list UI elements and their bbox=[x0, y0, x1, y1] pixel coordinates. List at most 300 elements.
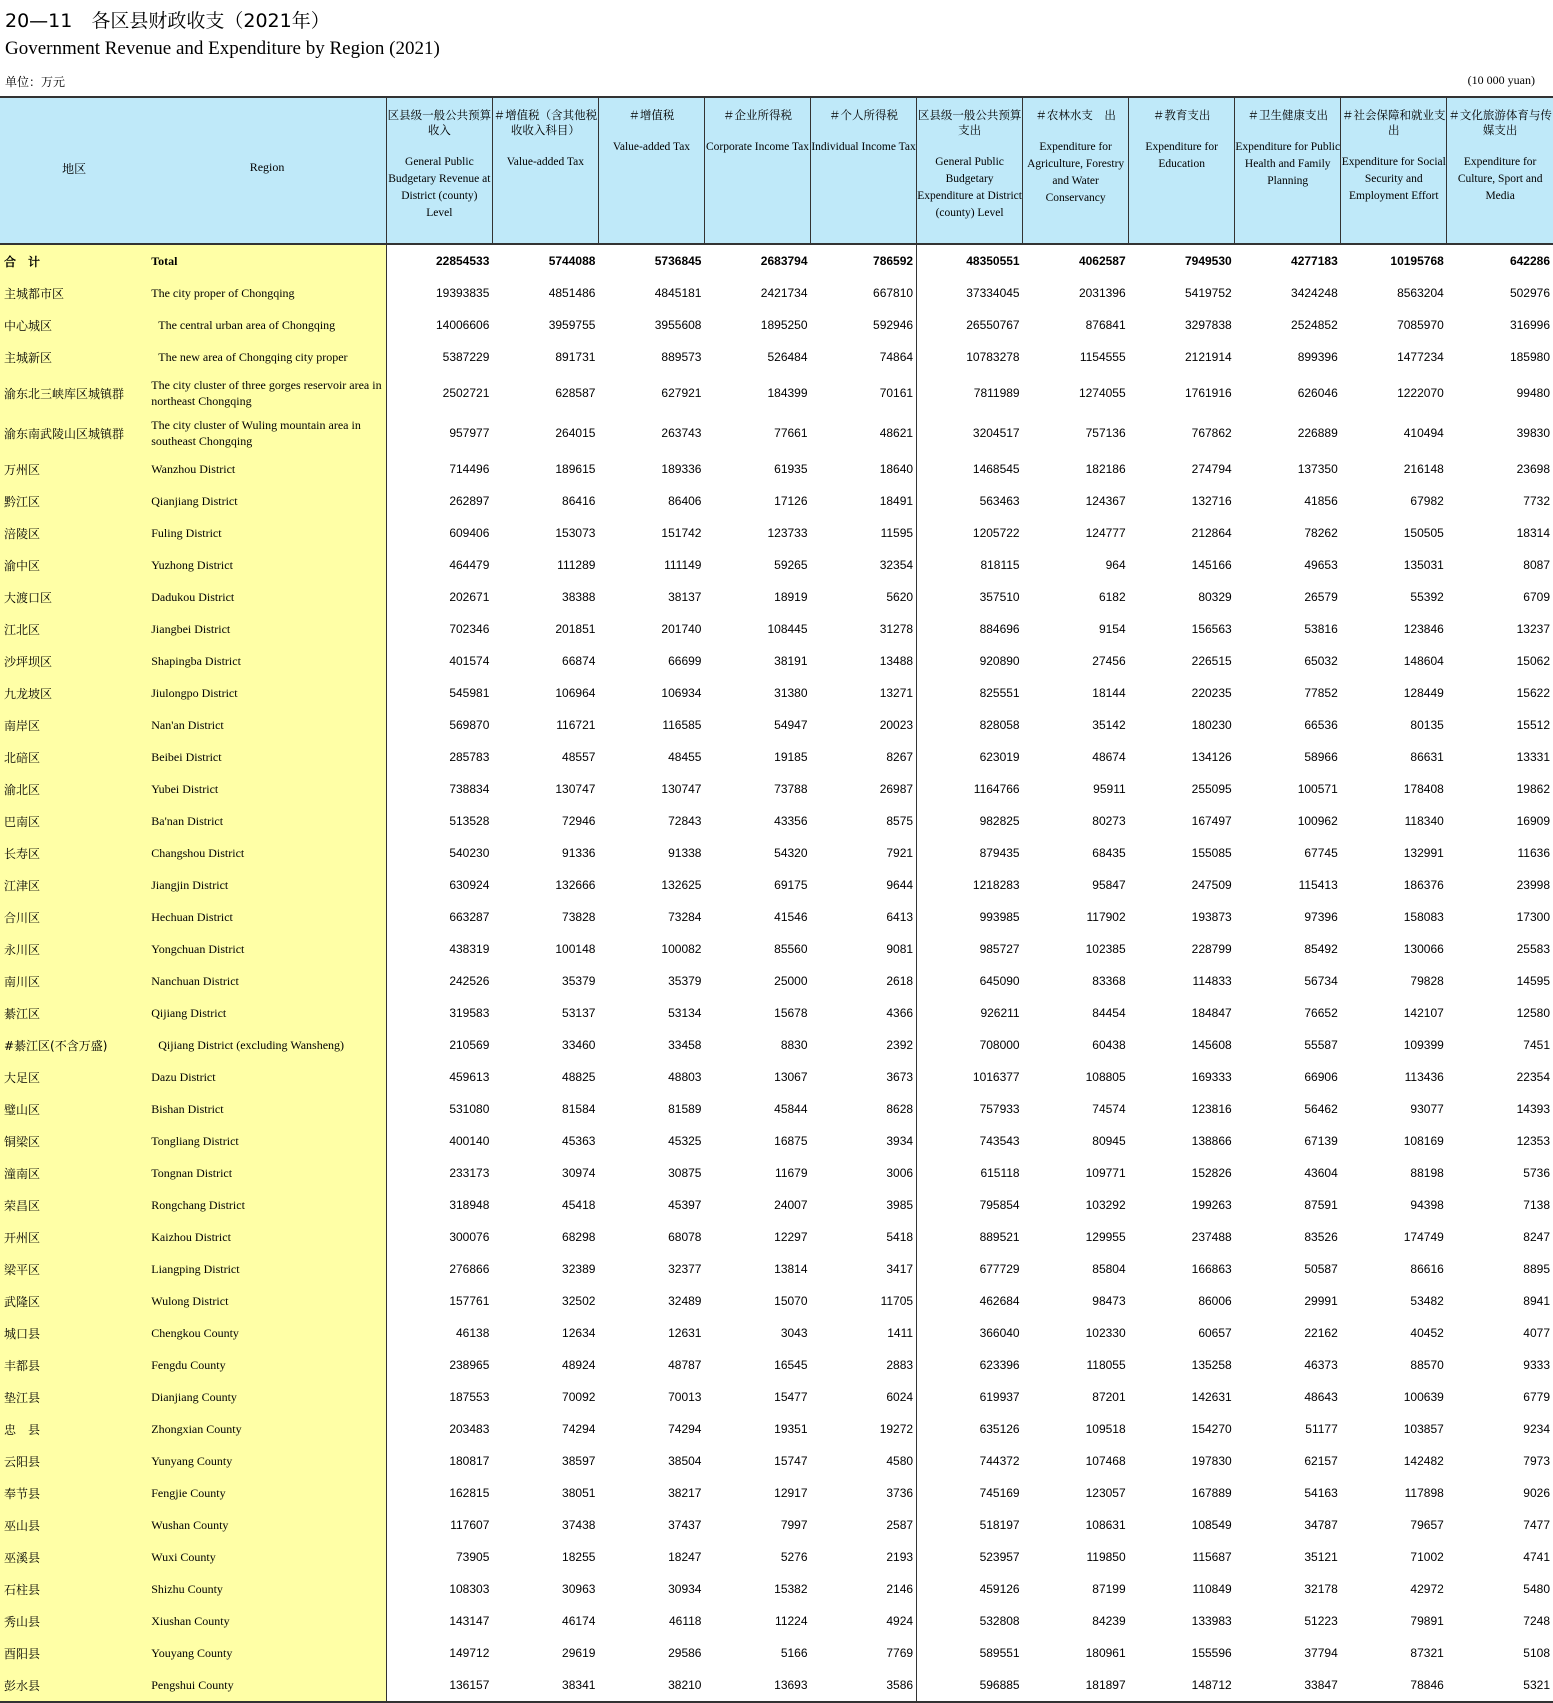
cell-value: 91336 bbox=[562, 846, 596, 860]
cell-value: 210569 bbox=[449, 1038, 490, 1052]
cell-value: 142107 bbox=[1403, 1006, 1444, 1020]
cell-value: 899396 bbox=[1297, 350, 1338, 364]
cell-value: 25000 bbox=[774, 974, 808, 988]
cell-value: 66906 bbox=[1304, 1070, 1338, 1084]
cell-value: 5736845 bbox=[654, 254, 702, 268]
table-row bbox=[0, 1637, 1553, 1669]
cell-value: 767862 bbox=[1191, 426, 1232, 440]
cell-value: 642286 bbox=[1509, 254, 1550, 268]
cell-value: 106934 bbox=[661, 686, 702, 700]
cell-value: 20023 bbox=[811, 709, 917, 741]
table-header-row bbox=[0, 97, 1553, 244]
cell-value: 540230 bbox=[449, 846, 490, 860]
cell-value: 66874 bbox=[562, 654, 596, 668]
region-name-en: Zhongxian County bbox=[148, 1413, 386, 1445]
cell-value: 29619 bbox=[562, 1646, 596, 1660]
cell-value: 38137 bbox=[668, 590, 702, 604]
cell-value: 149712 bbox=[449, 1646, 490, 1660]
cell-value: 48557 bbox=[562, 750, 596, 764]
region-name-en: Xiushan County bbox=[148, 1605, 386, 1637]
cell-value: 609406 bbox=[449, 526, 490, 540]
cell-value: 30963 bbox=[562, 1582, 596, 1596]
cell-value: 151742 bbox=[661, 526, 702, 540]
region-name-cn: 城口县 bbox=[0, 1317, 148, 1349]
cell-value: 95911 bbox=[1093, 782, 1126, 796]
cell-value: 5480 bbox=[1523, 1582, 1550, 1596]
cell-value: 9081 bbox=[811, 933, 917, 965]
cell-value: 13488 bbox=[811, 645, 917, 677]
cell-value: 116721 bbox=[556, 718, 596, 732]
cell-value: 17300 bbox=[1516, 910, 1550, 924]
cell-value: 54163 bbox=[1304, 1486, 1338, 1500]
cell-value: 993985 bbox=[979, 910, 1020, 924]
table-row bbox=[0, 1189, 1553, 1221]
table-row bbox=[0, 1157, 1553, 1189]
region-name-en: Pengshui County bbox=[148, 1669, 386, 1702]
cell-value: 41546 bbox=[774, 910, 808, 924]
table-row bbox=[0, 741, 1553, 773]
cell-value: 189615 bbox=[555, 462, 596, 476]
cell-value: 108631 bbox=[1085, 1518, 1126, 1532]
cell-value: 15477 bbox=[774, 1390, 808, 1404]
table-row bbox=[0, 1029, 1553, 1061]
cell-value: 38217 bbox=[668, 1486, 702, 1500]
cell-value: 48643 bbox=[1304, 1390, 1338, 1404]
cell-value: 87201 bbox=[1092, 1390, 1126, 1404]
cell-value: 35379 bbox=[562, 974, 596, 988]
cell-value: 828058 bbox=[979, 718, 1020, 732]
header-col-culture: ＃文化旅游体育与传媒支出 Expenditure for Culture, Sport and Media bbox=[1447, 97, 1553, 244]
cell-value: 50587 bbox=[1304, 1262, 1338, 1276]
cell-value: 10195768 bbox=[1390, 254, 1444, 268]
cell-value: 109399 bbox=[1403, 1038, 1444, 1052]
cell-value: 5419752 bbox=[1184, 286, 1232, 300]
cell-value: 3934 bbox=[811, 1125, 917, 1157]
cell-value: 263743 bbox=[661, 426, 702, 440]
region-name-cn: 永川区 bbox=[0, 933, 148, 965]
cell-value: 132666 bbox=[555, 878, 596, 892]
cell-value: 523957 bbox=[979, 1550, 1020, 1564]
page-title-cn: 20—11 各区县财政收支（2021年） bbox=[5, 10, 330, 32]
cell-value: 100148 bbox=[555, 942, 596, 956]
cell-value: 5736 bbox=[1523, 1166, 1550, 1180]
cell-value: 15070 bbox=[774, 1294, 808, 1308]
cell-value: 106964 bbox=[555, 686, 596, 700]
cell-value: 30974 bbox=[562, 1166, 596, 1180]
cell-value: 74294 bbox=[668, 1422, 702, 1436]
cell-value: 262897 bbox=[449, 494, 490, 508]
region-name-cn: 荣昌区 bbox=[0, 1189, 148, 1221]
table-row bbox=[0, 997, 1553, 1029]
cell-value: 94398 bbox=[1410, 1198, 1444, 1212]
region-name-cn: 綦江区 bbox=[0, 997, 148, 1029]
cell-value: 158083 bbox=[1403, 910, 1444, 924]
region-name-en: Yubei District bbox=[148, 773, 386, 805]
cell-value: 138866 bbox=[1191, 1134, 1232, 1148]
cell-value: 33460 bbox=[562, 1038, 596, 1052]
region-name-cn: 大足区 bbox=[0, 1061, 148, 1093]
cell-value: 6779 bbox=[1523, 1390, 1550, 1404]
cell-value: 87321 bbox=[1410, 1646, 1444, 1660]
cell-value: 3985 bbox=[811, 1189, 917, 1221]
cell-value: 274794 bbox=[1191, 462, 1232, 476]
cell-value: 81584 bbox=[562, 1102, 596, 1116]
cell-value: 11636 bbox=[1517, 846, 1550, 860]
cell-value: 1761916 bbox=[1184, 386, 1232, 400]
table-row bbox=[0, 1509, 1553, 1541]
region-name-en: Hechuan District bbox=[148, 901, 386, 933]
header-col-vat: ＃增值税 Value-added Tax bbox=[598, 97, 704, 244]
cell-value: 74574 bbox=[1092, 1102, 1126, 1116]
cell-value: 187553 bbox=[449, 1390, 490, 1404]
cell-value: 53137 bbox=[562, 1006, 596, 1020]
cell-value: 54947 bbox=[774, 718, 808, 732]
cell-value: 22354 bbox=[1516, 1070, 1550, 1084]
cell-value: 16875 bbox=[774, 1134, 808, 1148]
region-name-cn: 涪陵区 bbox=[0, 517, 148, 549]
cell-value: 132991 bbox=[1403, 846, 1444, 860]
table-body bbox=[0, 244, 1553, 1702]
cell-value: 5108 bbox=[1523, 1646, 1550, 1660]
cell-value: 167889 bbox=[1191, 1486, 1232, 1500]
cell-value: 41856 bbox=[1304, 494, 1338, 508]
cell-value: 135258 bbox=[1191, 1358, 1232, 1372]
table-row bbox=[0, 1573, 1553, 1605]
cell-value: 226515 bbox=[1191, 654, 1232, 668]
header-col-agriculture: ＃农林水支 出 Expenditure for Agriculture, Forestry and Water Conservancy bbox=[1023, 97, 1129, 244]
region-name-cn: 铜梁区 bbox=[0, 1125, 148, 1157]
cell-value: 5418 bbox=[811, 1221, 917, 1253]
region-name-en: Nanchuan District bbox=[148, 965, 386, 997]
region-name-en: Changshou District bbox=[148, 837, 386, 869]
cell-value: 117902 bbox=[1086, 910, 1126, 924]
cell-value: 85560 bbox=[774, 942, 808, 956]
table-row bbox=[0, 773, 1553, 805]
table-row bbox=[0, 1285, 1553, 1317]
cell-value: 48674 bbox=[1092, 750, 1126, 764]
cell-value: 74864 bbox=[811, 341, 917, 373]
cell-value: 4741 bbox=[1523, 1550, 1550, 1564]
cell-value: 77661 bbox=[774, 426, 808, 440]
cell-value: 32389 bbox=[562, 1262, 596, 1276]
region-name-en: Dadukou District bbox=[148, 581, 386, 613]
cell-value: 185980 bbox=[1509, 350, 1550, 364]
cell-value: 119850 bbox=[1086, 1550, 1126, 1564]
cell-value: 88570 bbox=[1410, 1358, 1444, 1372]
cell-value: 926211 bbox=[980, 1006, 1020, 1020]
region-name-cn: 秀山县 bbox=[0, 1605, 148, 1637]
region-name-en: Jiulongpo District bbox=[148, 677, 386, 709]
cell-value: 97396 bbox=[1304, 910, 1338, 924]
table-row bbox=[0, 805, 1553, 837]
cell-value: 319583 bbox=[449, 1006, 490, 1020]
cell-value: 1016377 bbox=[972, 1070, 1020, 1084]
cell-value: 15678 bbox=[774, 1006, 808, 1020]
cell-value: 76652 bbox=[1304, 1006, 1338, 1020]
cell-value: 31380 bbox=[774, 686, 808, 700]
cell-value: 532808 bbox=[979, 1614, 1020, 1628]
table-row bbox=[0, 613, 1553, 645]
region-name-en: Yuzhong District bbox=[148, 549, 386, 581]
cell-value: 15622 bbox=[1516, 686, 1550, 700]
cell-value: 62157 bbox=[1304, 1454, 1338, 1468]
cell-value: 66699 bbox=[668, 654, 702, 668]
cell-value: 85804 bbox=[1092, 1262, 1126, 1276]
cell-value: 38597 bbox=[562, 1454, 596, 1468]
cell-value: 54320 bbox=[774, 846, 808, 860]
region-name-cn: 渝东南武陵山区城镇群 bbox=[0, 413, 148, 453]
cell-value: 37438 bbox=[562, 1518, 596, 1532]
region-name-en: Wulong District bbox=[148, 1285, 386, 1317]
cell-value: 276866 bbox=[449, 1262, 490, 1276]
cell-value: 2883 bbox=[811, 1349, 917, 1381]
cell-value: 13237 bbox=[1516, 622, 1550, 636]
cell-value: 318948 bbox=[449, 1198, 490, 1212]
cell-value: 150505 bbox=[1403, 526, 1444, 540]
cell-value: 48455 bbox=[668, 750, 702, 764]
header-col-corp-tax: ＃企业所得税 Corporate Income Tax bbox=[704, 97, 810, 244]
cell-value: 201851 bbox=[555, 622, 596, 636]
cell-value: 115413 bbox=[1298, 878, 1338, 892]
cell-value: 10783278 bbox=[966, 350, 1020, 364]
region-name-cn: 渝东北三峡库区城镇群 bbox=[0, 373, 148, 413]
cell-value: 4924 bbox=[811, 1605, 917, 1637]
cell-value: 152826 bbox=[1191, 1166, 1232, 1180]
region-name-cn: 酉阳县 bbox=[0, 1637, 148, 1669]
region-name-en: Liangping District bbox=[148, 1253, 386, 1285]
cell-value: 99480 bbox=[1516, 386, 1550, 400]
cell-value: 38191 bbox=[774, 654, 808, 668]
cell-value: 615118 bbox=[980, 1166, 1020, 1180]
page-title-en: Government Revenue and Expenditure by Region (2021) bbox=[5, 38, 440, 59]
cell-value: 45363 bbox=[562, 1134, 596, 1148]
cell-value: 19862 bbox=[1516, 782, 1550, 796]
cell-value: 15747 bbox=[774, 1454, 808, 1468]
cell-value: 9154 bbox=[1098, 622, 1126, 636]
cell-value: 162815 bbox=[449, 1486, 490, 1500]
region-name-en: Fengdu County bbox=[148, 1349, 386, 1381]
cell-value: 9234 bbox=[1523, 1422, 1550, 1436]
region-name-en: Yongchuan District bbox=[148, 933, 386, 965]
region-name-cn: 大渡口区 bbox=[0, 581, 148, 613]
table-row bbox=[0, 1413, 1553, 1445]
cell-value: 3959755 bbox=[548, 318, 596, 332]
region-name-en: Dianjiang County bbox=[148, 1381, 386, 1413]
cell-value: 518197 bbox=[979, 1518, 1020, 1532]
cell-value: 12353 bbox=[1516, 1134, 1550, 1148]
region-name-cn: 合川区 bbox=[0, 901, 148, 933]
cell-value: 15512 bbox=[1516, 718, 1550, 732]
cell-value: 26550767 bbox=[966, 318, 1020, 332]
cell-value: 818115 bbox=[980, 558, 1020, 572]
cell-value: 45418 bbox=[562, 1198, 596, 1212]
cell-value: 4062587 bbox=[1078, 254, 1126, 268]
cell-value: 80135 bbox=[1410, 718, 1444, 732]
cell-value: 2683794 bbox=[760, 254, 808, 268]
cell-value: 7921 bbox=[811, 837, 917, 869]
cell-value: 38051 bbox=[562, 1486, 596, 1500]
cell-value: 19393835 bbox=[435, 286, 490, 300]
table-row bbox=[0, 1125, 1553, 1157]
cell-value: 3006 bbox=[811, 1157, 917, 1189]
region-name-en: Qijiang District bbox=[148, 997, 386, 1029]
cell-value: 42972 bbox=[1410, 1582, 1444, 1596]
cell-value: 31278 bbox=[811, 613, 917, 645]
cell-value: 60438 bbox=[1092, 1038, 1126, 1052]
region-name-cn: 垫江县 bbox=[0, 1381, 148, 1413]
cell-value: 26579 bbox=[1304, 590, 1338, 604]
cell-value: 18314 bbox=[1516, 526, 1550, 540]
cell-value: 48787 bbox=[668, 1358, 702, 1372]
cell-value: 526484 bbox=[767, 350, 808, 364]
region-name-cn: 璧山区 bbox=[0, 1093, 148, 1125]
cell-value: 628587 bbox=[555, 386, 596, 400]
region-name-cn: 九龙坡区 bbox=[0, 677, 148, 709]
cell-value: 357510 bbox=[979, 590, 1020, 604]
cell-value: 12917 bbox=[774, 1486, 808, 1500]
cell-value: 59265 bbox=[774, 558, 808, 572]
cell-value: 180817 bbox=[449, 1454, 490, 1468]
region-name-cn: 黔江区 bbox=[0, 485, 148, 517]
region-name-en: Jiangbei District bbox=[148, 613, 386, 645]
region-name-cn: 中心城区 bbox=[0, 309, 148, 341]
cell-value: 7997 bbox=[780, 1518, 808, 1532]
cell-value: 201740 bbox=[661, 622, 702, 636]
region-name-cn: 丰都县 bbox=[0, 1349, 148, 1381]
fiscal-table bbox=[0, 96, 1553, 1703]
cell-value: 29586 bbox=[668, 1646, 702, 1660]
cell-value: 56462 bbox=[1304, 1102, 1338, 1116]
cell-value: 32502 bbox=[562, 1294, 596, 1308]
cell-value: 86616 bbox=[1410, 1262, 1444, 1276]
cell-value: 148712 bbox=[1129, 1669, 1235, 1702]
cell-value: 5387229 bbox=[442, 350, 490, 364]
cell-value: 130066 bbox=[1403, 942, 1444, 956]
cell-value: 5321 bbox=[1447, 1669, 1553, 1702]
cell-value: 2587 bbox=[811, 1509, 917, 1541]
cell-value: 6024 bbox=[811, 1381, 917, 1413]
cell-value: 48803 bbox=[668, 1070, 702, 1084]
cell-value: 316996 bbox=[1509, 318, 1550, 332]
cell-value: 55587 bbox=[1304, 1038, 1338, 1052]
cell-value: 46138 bbox=[456, 1326, 490, 1340]
cell-value: 13067 bbox=[774, 1070, 808, 1084]
cell-value: 623396 bbox=[979, 1358, 1020, 1372]
cell-value: 114833 bbox=[1192, 974, 1232, 988]
table-row bbox=[0, 1221, 1553, 1253]
cell-value: 135031 bbox=[1403, 558, 1444, 572]
cell-value: 743543 bbox=[979, 1134, 1020, 1148]
cell-value: 166863 bbox=[1191, 1262, 1232, 1276]
cell-value: 137350 bbox=[1297, 462, 1338, 476]
cell-value: 109771 bbox=[1085, 1166, 1126, 1180]
region-name-cn: 主城都市区 bbox=[0, 277, 148, 309]
cell-value: 745169 bbox=[979, 1486, 1020, 1500]
region-name-en: Qijiang District (excluding Wansheng) bbox=[148, 1029, 386, 1061]
cell-value: 569870 bbox=[449, 718, 490, 732]
cell-value: 6709 bbox=[1523, 590, 1550, 604]
cell-value: 22162 bbox=[1304, 1326, 1338, 1340]
cell-value: 5276 bbox=[780, 1550, 808, 1564]
region-name-en: Youyang County bbox=[148, 1637, 386, 1669]
cell-value: 68435 bbox=[1092, 846, 1126, 860]
cell-value: 123057 bbox=[1085, 1486, 1126, 1500]
cell-value: 184399 bbox=[767, 386, 808, 400]
region-name-cn: 彭水县 bbox=[0, 1669, 148, 1702]
cell-value: 39830 bbox=[1516, 426, 1550, 440]
cell-value: 4580 bbox=[811, 1445, 917, 1477]
cell-value: 136157 bbox=[386, 1669, 492, 1702]
region-name-cn: 万州区 bbox=[0, 453, 148, 485]
cell-value: 73284 bbox=[668, 910, 702, 924]
cell-value: 35121 bbox=[1304, 1550, 1338, 1564]
cell-value: 2193 bbox=[811, 1541, 917, 1573]
cell-value: 38388 bbox=[562, 590, 596, 604]
region-name-en: Fuling District bbox=[148, 517, 386, 549]
cell-value: 300076 bbox=[449, 1230, 490, 1244]
cell-value: 85492 bbox=[1304, 942, 1338, 956]
cell-value: 18247 bbox=[668, 1550, 702, 1564]
cell-value: 110849 bbox=[1192, 1582, 1232, 1596]
cell-value: 26987 bbox=[811, 773, 917, 805]
cell-value: 2146 bbox=[811, 1573, 917, 1605]
cell-value: 79657 bbox=[1410, 1518, 1444, 1532]
cell-value: 19272 bbox=[811, 1413, 917, 1445]
cell-value: 133983 bbox=[1191, 1614, 1232, 1628]
cell-value: 8895 bbox=[1523, 1262, 1550, 1276]
cell-value: 11595 bbox=[811, 517, 917, 549]
cell-value: 107468 bbox=[1085, 1454, 1126, 1468]
cell-value: 1477234 bbox=[1397, 350, 1444, 364]
cell-value: 1218283 bbox=[972, 878, 1020, 892]
cell-value: 531080 bbox=[449, 1102, 490, 1116]
cell-value: 1411 bbox=[811, 1317, 917, 1349]
cell-value: 43604 bbox=[1304, 1166, 1338, 1180]
cell-value: 3586 bbox=[811, 1669, 917, 1702]
cell-value: 182186 bbox=[1085, 462, 1126, 476]
cell-value: 7138 bbox=[1523, 1198, 1550, 1212]
cell-value: 95847 bbox=[1092, 878, 1126, 892]
cell-value: 108805 bbox=[1085, 1070, 1126, 1084]
cell-value: 795854 bbox=[979, 1198, 1020, 1212]
cell-value: 30934 bbox=[668, 1582, 702, 1596]
table-row bbox=[0, 485, 1553, 517]
cell-value: 1222070 bbox=[1397, 386, 1444, 400]
region-name-en: Nan'an District bbox=[148, 709, 386, 741]
cell-value: 11705 bbox=[811, 1285, 917, 1317]
cell-value: 78846 bbox=[1341, 1669, 1447, 1702]
cell-value: 663287 bbox=[449, 910, 490, 924]
table-row bbox=[0, 965, 1553, 997]
cell-value: 226889 bbox=[1297, 426, 1338, 440]
cell-value: 78262 bbox=[1304, 526, 1338, 540]
cell-value: 18919 bbox=[774, 590, 808, 604]
cell-value: 513528 bbox=[449, 814, 490, 828]
cell-value: 237488 bbox=[1191, 1230, 1232, 1244]
cell-value: 73905 bbox=[456, 1550, 490, 1564]
region-name-en: Jiangjin District bbox=[148, 869, 386, 901]
region-name-en: Total bbox=[148, 244, 386, 277]
cell-value: 103292 bbox=[1085, 1198, 1126, 1212]
cell-value: 366040 bbox=[979, 1326, 1020, 1340]
cell-value: 48825 bbox=[562, 1070, 596, 1084]
cell-value: 98473 bbox=[1092, 1294, 1126, 1308]
region-name-en: Chengkou County bbox=[148, 1317, 386, 1349]
cell-value: 65032 bbox=[1304, 654, 1338, 668]
cell-value: 169333 bbox=[1191, 1070, 1232, 1084]
table-row bbox=[0, 413, 1553, 453]
cell-value: 46174 bbox=[562, 1614, 596, 1628]
